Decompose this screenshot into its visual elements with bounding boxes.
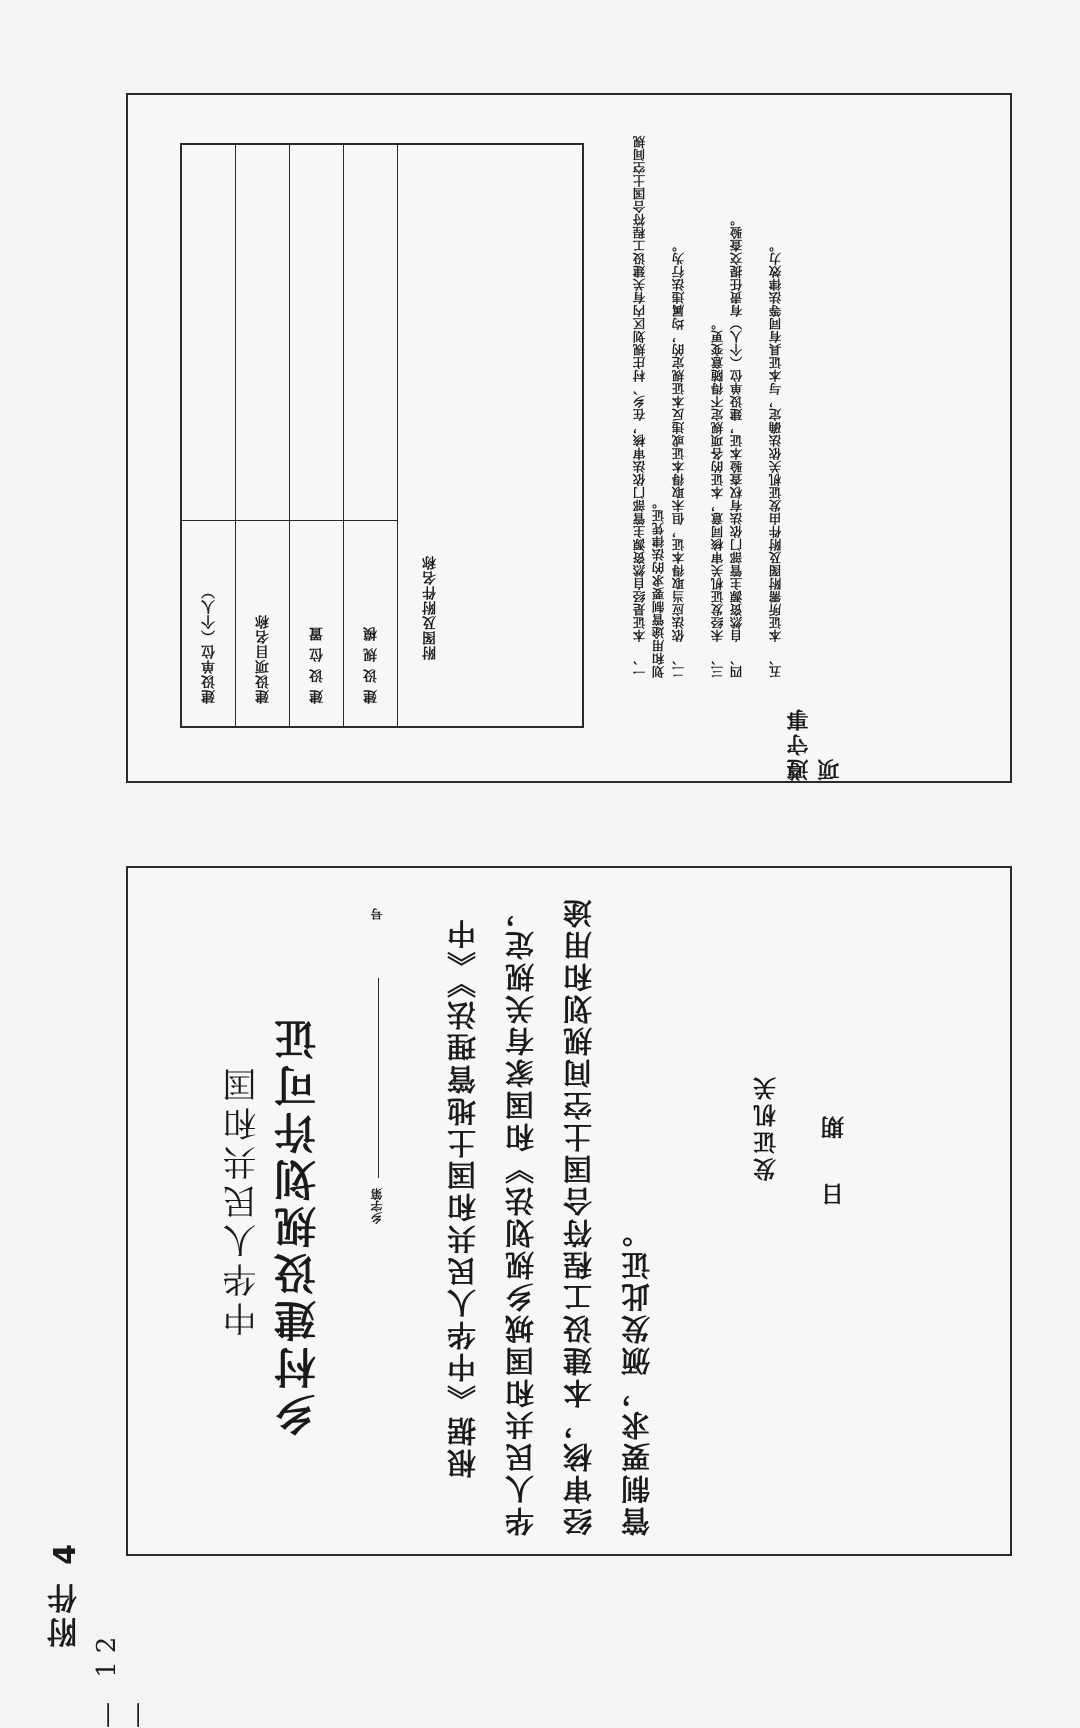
- form-table: [180, 143, 584, 728]
- row-divider: [182, 520, 235, 521]
- issuer-label: 发证机关: [754, 1073, 780, 1181]
- form-row-project-name: [236, 145, 290, 726]
- note-item: [708, 133, 727, 678]
- serial-suffix: 号: [370, 908, 384, 920]
- serial-prefix: 乡字第: [370, 1188, 384, 1224]
- note-text: 自然资源主管部门依法有权查验本证，建设单位（个人）有责任提交查验。: [729, 213, 744, 642]
- note-text: 未经发证机关审核同意，本证的各项规定不得随意变更。: [710, 317, 725, 642]
- certificate-front-panel: [126, 866, 1012, 1556]
- note-item: [727, 133, 746, 678]
- note-text: 依法应当取得本证，但未取得本证或违反本证规定的，均属违法行为。: [671, 239, 686, 642]
- note-text: 本证是经自然资源主管部门依法审核，在乡、村庄规划区内有关建设工程符合国土空间规划和用途管制要求的法律凭证。: [632, 135, 666, 678]
- note-item: [669, 133, 688, 678]
- form-row-location: [290, 145, 344, 726]
- note-number: 五、: [768, 652, 783, 678]
- note-number: 二、: [671, 652, 686, 678]
- note-number: 一、: [632, 652, 647, 678]
- note-number: 三、: [710, 652, 725, 678]
- date-label: 日 期: [822, 1098, 848, 1207]
- form-row-applicant: [182, 145, 236, 726]
- note-item: [630, 133, 668, 678]
- certificate-body-text: 根据《中华人民共和国土地管理法》《中华人民共和国城乡规划法》和国家有关规定，经审核，本建设工程符合国土空间规划和用途管制要求，颁发此证。: [446, 896, 654, 1536]
- row-divider: [344, 520, 397, 521]
- row-divider: [236, 520, 289, 521]
- note-item: [766, 133, 785, 678]
- form-row-label: 建 设 位 置: [308, 626, 325, 704]
- row-divider: [290, 520, 343, 521]
- page-number: — 12 —: [92, 1628, 152, 1728]
- form-row-attachments: [398, 145, 582, 726]
- annex-label: 附件 4: [48, 1540, 83, 1648]
- form-row-label: 附图及附件名称: [422, 555, 438, 660]
- certificate-back-panel: [126, 93, 1012, 783]
- notes-title: 遵守事项: [787, 706, 843, 781]
- country-name: 中华人民共和国: [223, 1063, 263, 1336]
- form-row-scale: [344, 145, 398, 726]
- form-row-label: 建设单位（个人）: [200, 584, 217, 704]
- note-text: 本证所需附图及附件由发证机关依法确定，与本证具有同等法律效力。: [768, 239, 783, 642]
- form-row-label: 建 设 规 模: [362, 626, 379, 704]
- certificate-title: 乡村建设规划许可证: [273, 1013, 322, 1436]
- note-number: 四、: [729, 652, 744, 678]
- serial-number-line: [378, 978, 379, 1178]
- form-row-label: 建设项目名称: [254, 614, 271, 704]
